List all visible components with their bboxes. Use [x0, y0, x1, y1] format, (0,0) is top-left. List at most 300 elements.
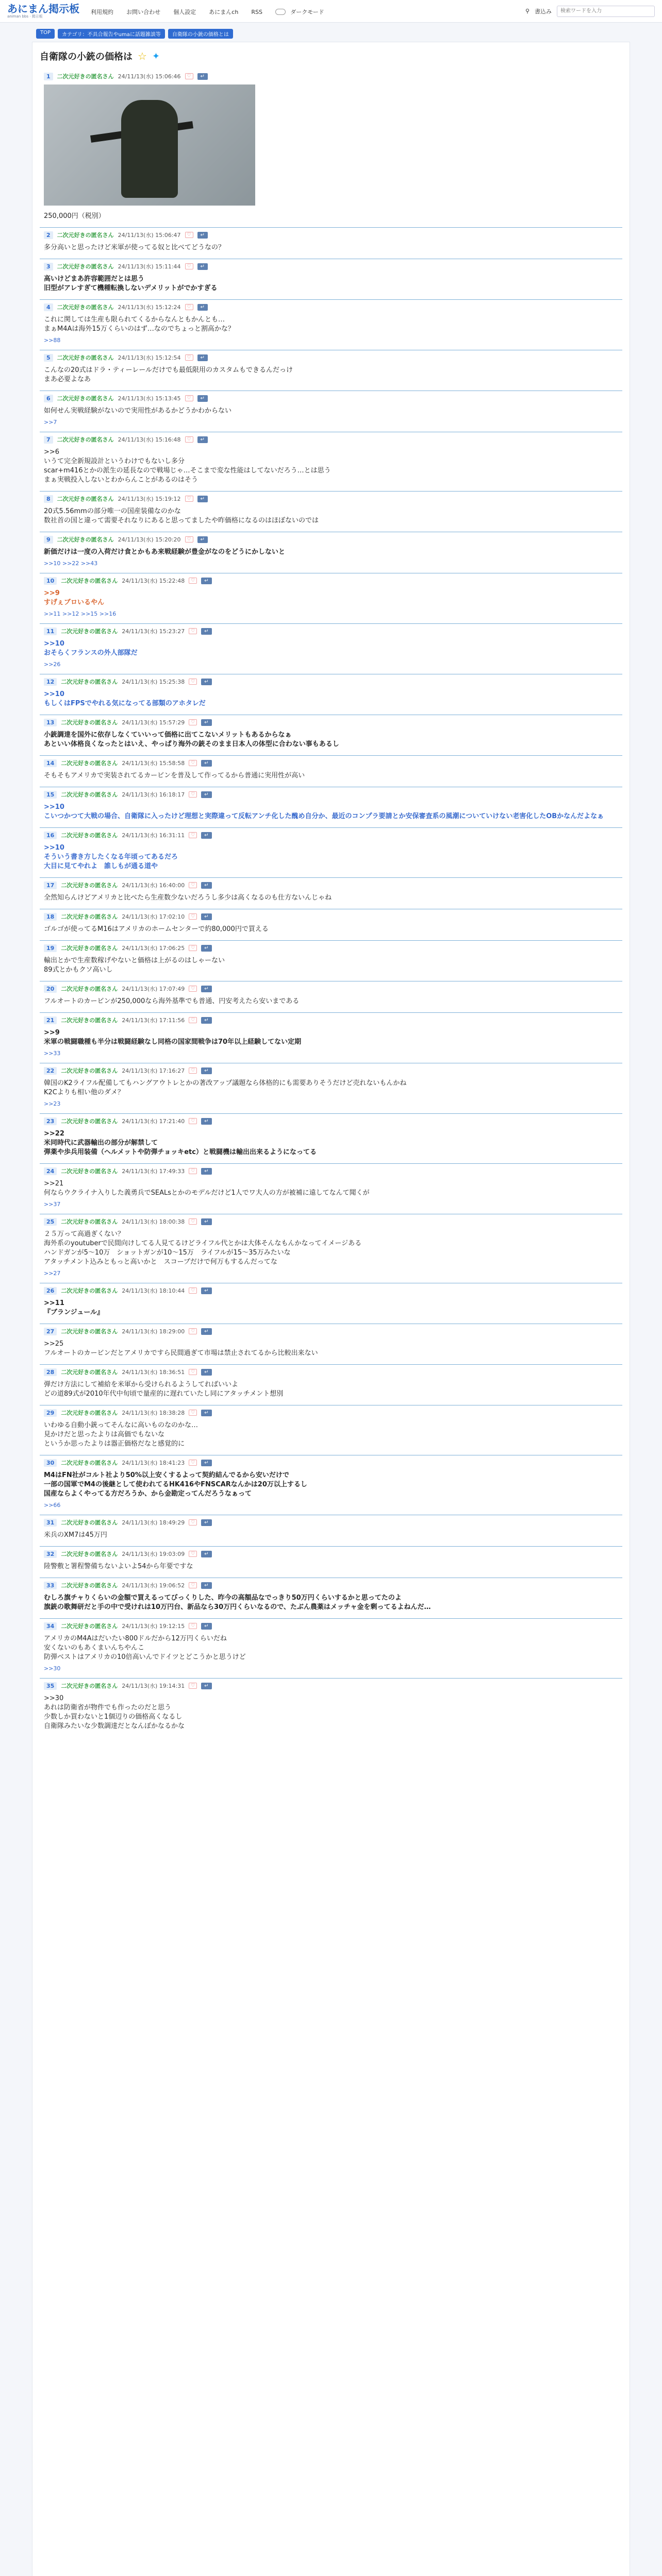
poster-name: 二次元好きの匿名さん — [61, 1287, 118, 1294]
reply-button[interactable]: ↵ — [201, 578, 211, 584]
nav-settings[interactable]: 個人設定 — [173, 9, 196, 15]
post-date: 24/11/13(水) 16:31:11 — [122, 832, 185, 839]
post-header — [44, 759, 618, 767]
post-date: 24/11/13(水) 15:06:46 — [118, 73, 181, 80]
post-number[interactable]: 23 — [44, 1117, 57, 1125]
poster-name: 二次元好きの匿名さん — [61, 1551, 118, 1557]
post-header — [44, 72, 618, 80]
darkmode-label: ダークモード — [290, 9, 324, 15]
post-number[interactable]: 11 — [44, 628, 57, 635]
post-number[interactable]: 18 — [44, 913, 57, 921]
post-header — [44, 1167, 618, 1175]
post-date: 24/11/13(水) 18:41:23 — [122, 1460, 185, 1466]
poster-name: 二次元好きの匿名さん — [57, 232, 114, 239]
like-icon[interactable]: ♡ — [189, 986, 197, 992]
post-item — [40, 981, 622, 1012]
twitter-icon[interactable]: ✦ — [152, 50, 160, 62]
post-number[interactable]: 21 — [44, 1016, 57, 1024]
post-body: 輸出とかで生産数稼げやないと価格は上がるのはしゃーない 89式とかもクソ高いし — [44, 957, 225, 974]
post-number[interactable]: 10 — [44, 577, 57, 585]
post-body: むしろ旗チャりくらいの金額で買えるってびっくりした、昨今の高額品なでっきり50万円くらいするかと思ってたのよ 旗銃の歌舞研だと手の中で受けれは10万円台、新品なら30万円くらいなるので、たぶん農薬はメッチャ金を剰ってるよねんだ… — [44, 1594, 431, 1611]
reply-button[interactable]: ↵ — [197, 263, 208, 270]
post-body: そもそもアメリカで実装されてるカービンを普及して作ってるから普通に実用性が高い — [44, 772, 305, 779]
poster-name: 二次元好きの匿名さん — [61, 1118, 118, 1125]
like-icon[interactable]: ♡ — [189, 791, 197, 798]
post-date: 24/11/13(水) 15:06:47 — [118, 232, 181, 239]
reply-links[interactable]: >>30 — [44, 1665, 61, 1672]
like-icon[interactable]: ♡ — [189, 679, 197, 685]
poster-name: 二次元好きの匿名さん — [61, 1218, 118, 1225]
post-item — [40, 227, 622, 259]
post-date: 24/11/13(水) 15:57:29 — [122, 719, 185, 726]
poster-name: 二次元好きの匿名さん — [57, 354, 114, 361]
post-date: 24/11/13(水) 15:16:48 — [118, 436, 181, 443]
breadcrumb — [0, 23, 662, 42]
search-input[interactable] — [557, 6, 655, 17]
post-number[interactable]: 22 — [44, 1067, 57, 1075]
post-item — [40, 1405, 622, 1455]
post-body: >>9 すげぇブロいるやん — [44, 589, 105, 606]
post-date: 24/11/13(水) 15:23:27 — [122, 628, 185, 635]
post-item — [40, 1063, 622, 1113]
post-item — [40, 1618, 622, 1678]
post-body: >>30 あれは防衛省が物件でも作ったのだと思う 少数しか買わないと1個辺りの価格高くなるし 自衛隊みたいな少数調達だとなんぼかなるかな — [44, 1694, 185, 1730]
reply-button[interactable]: ↵ — [201, 1067, 211, 1074]
reply-links[interactable]: >>23 — [44, 1100, 61, 1107]
reply-button[interactable]: ↵ — [197, 536, 208, 543]
post-item — [40, 1515, 622, 1546]
search-icon[interactable]: ⚲ — [525, 8, 529, 14]
post-date: 24/11/13(水) 17:16:27 — [122, 1067, 185, 1074]
star-icon[interactable]: ☆ — [138, 50, 147, 62]
like-icon[interactable]: ♡ — [185, 436, 193, 443]
post-header — [44, 262, 618, 270]
like-icon[interactable]: ♡ — [189, 1683, 197, 1689]
reply-button[interactable]: ↵ — [201, 1551, 211, 1557]
post-date: 24/11/13(水) 15:25:38 — [122, 679, 185, 685]
post-item — [40, 787, 622, 827]
reply-button[interactable]: ↵ — [201, 945, 211, 952]
post-header — [44, 985, 618, 993]
post-item — [40, 1283, 622, 1324]
reply-links[interactable]: >>37 — [44, 1201, 61, 1208]
site-logo[interactable] — [7, 4, 79, 19]
post-date: 24/11/13(水) 15:20:20 — [118, 536, 181, 543]
post-number[interactable]: 33 — [44, 1582, 57, 1589]
post-date: 24/11/13(水) 18:29:00 — [122, 1328, 185, 1335]
post-number[interactable]: 14 — [44, 759, 57, 767]
like-icon[interactable]: ♡ — [189, 1369, 197, 1375]
poster-name: 二次元好きの匿名さん — [57, 73, 114, 80]
like-icon[interactable]: ♡ — [189, 1287, 197, 1294]
poster-name: 二次元好きの匿名さん — [61, 791, 118, 798]
post-header — [44, 912, 618, 921]
post-date: 24/11/13(水) 16:40:00 — [122, 882, 185, 889]
post-header — [44, 677, 618, 686]
post-number[interactable]: 34 — [44, 1622, 57, 1630]
post-date: 24/11/13(水) 15:11:44 — [118, 263, 181, 270]
post-number[interactable]: 30 — [44, 1459, 57, 1467]
post-header — [44, 1550, 618, 1558]
post-header — [44, 435, 618, 444]
poster-name: 二次元好きの匿名さん — [61, 760, 118, 767]
post-header — [44, 495, 618, 503]
post-body: 250,000円（税別） — [44, 212, 105, 220]
poster-name: 二次元好きの匿名さん — [61, 1460, 118, 1466]
like-icon[interactable]: ♡ — [189, 882, 197, 888]
post-date: 24/11/13(水) 18:00:38 — [122, 1218, 185, 1225]
post-number[interactable]: 29 — [44, 1409, 57, 1417]
reply-button[interactable]: ↵ — [201, 913, 211, 920]
reply-button[interactable]: ↵ — [201, 719, 211, 726]
reply-button[interactable]: ↵ — [201, 1017, 211, 1024]
post-item — [40, 1113, 622, 1163]
poster-name: 二次元好きの匿名さん — [57, 496, 114, 502]
post-body: フルオートのカービンが250,000なら海外基準でも普通、円安考えたら安いまである — [44, 997, 300, 1005]
poster-name: 二次元好きの匿名さん — [61, 1582, 118, 1589]
post-item — [40, 940, 622, 981]
post-body: >>10 おそらくフランスの外人部隊だ — [44, 640, 138, 657]
reply-button[interactable]: ↵ — [201, 679, 211, 685]
post-item — [40, 1546, 622, 1578]
post-date: 24/11/13(水) 18:49:29 — [122, 1519, 185, 1526]
reply-button[interactable]: ↵ — [201, 986, 211, 992]
reply-button[interactable]: ↵ — [201, 760, 211, 767]
nav-terms[interactable]: 利用規約 — [91, 9, 113, 15]
poster-name: 二次元好きの匿名さん — [61, 1623, 118, 1630]
like-icon[interactable]: ♡ — [189, 1067, 197, 1074]
poster-name: 二次元好きの匿名さん — [61, 1168, 118, 1175]
like-icon[interactable]: ♡ — [189, 1519, 197, 1526]
post-number[interactable]: 15 — [44, 791, 57, 799]
post-date: 24/11/13(水) 18:38:28 — [122, 1410, 185, 1416]
reply-button[interactable]: ↵ — [201, 628, 211, 635]
post-number[interactable]: 6 — [44, 395, 53, 402]
post-item — [40, 715, 622, 755]
post-number[interactable]: 12 — [44, 678, 57, 686]
poster-name: 二次元好きの匿名さん — [61, 679, 118, 685]
like-icon[interactable]: ♡ — [189, 760, 197, 766]
post-number[interactable]: 28 — [44, 1368, 57, 1376]
post-header — [44, 1518, 618, 1527]
post-date: 24/11/13(水) 15:19:12 — [118, 496, 181, 502]
reply-button[interactable]: ↵ — [197, 354, 208, 361]
post-body: M4はFN社がコルト社より50%以上安くするよって契約結んでるから安いだけで 一部の国軍でM4の後継として使われてるHK416やFNSCARなんかは20万以上するし 国産ならよくやってる方だろうか、から金勘定ってんだろうなぁって — [44, 1471, 307, 1498]
post-header — [44, 1117, 618, 1125]
poster-name: 二次元好きの匿名さん — [61, 1328, 118, 1335]
post-body: 韓国のK2ライフル配備してもハングアウトレとかの著改アップ議題なら体格的にも需要ありそうだけど売れないもんかね K2Cよりも相い他のダメ？ — [44, 1079, 407, 1096]
like-icon[interactable]: ♡ — [189, 1328, 197, 1334]
post-item — [40, 350, 622, 391]
nav-links — [91, 6, 335, 16]
post-header — [44, 1682, 618, 1690]
reply-button[interactable]: ↵ — [201, 1118, 211, 1125]
reply-links[interactable]: >>10 >>22 >>43 — [44, 560, 98, 567]
post-number[interactable]: 24 — [44, 1167, 57, 1175]
poster-name: 二次元好きの匿名さん — [61, 1683, 118, 1689]
post-number[interactable]: 8 — [44, 495, 53, 503]
post-body: いわゆる自動小銃ってそんなに高いものなのかな… 見かけだと思ったよりは高価でもないな というか思ったよりは器正価格だなと感覚的に — [44, 1421, 198, 1448]
like-icon[interactable]: ♡ — [189, 1218, 197, 1225]
like-icon[interactable]: ♡ — [189, 1118, 197, 1124]
like-icon[interactable]: ♡ — [185, 536, 193, 543]
post-header — [44, 353, 618, 362]
post-header — [44, 231, 618, 239]
reply-button[interactable]: ↵ — [201, 1218, 211, 1225]
post-body: ２５万って高過ぎくない？ 海外系のyoutuberで民間向けしてる人見てるけどライフル代とかは大体そんなもんかなってイメージある ハンドガンが5〜10万 ショットガンが10〜15万 ライフルが15〜35万みたいな アタッチメント込みともっと高いかと スコープだけで何万もするんだってな — [44, 1230, 362, 1266]
post-body: >>25 フルオートのカービンだとアメリカですら民間過ぎて市場は禁止されてるから比較出来ない — [44, 1340, 318, 1357]
post-header — [44, 627, 618, 635]
post-date: 24/11/13(水) 19:06:52 — [122, 1582, 185, 1589]
post-number[interactable]: 20 — [44, 985, 57, 993]
post-date: 24/11/13(水) 15:13:45 — [118, 395, 181, 402]
post-date: 24/11/13(水) 18:10:44 — [122, 1287, 185, 1294]
post-item — [40, 1012, 622, 1063]
like-icon[interactable]: ♡ — [189, 1460, 197, 1466]
reply-links[interactable]: >>33 — [44, 1050, 61, 1057]
post-number[interactable]: 16 — [44, 832, 57, 839]
post-body: 全然知らんけどアメリカと比べたら生産数少ないだろうし多少は高くなるのも仕方ないんじゃね — [44, 894, 332, 902]
post-number[interactable]: 3 — [44, 263, 53, 270]
post-number[interactable]: 31 — [44, 1519, 57, 1527]
poster-name: 二次元好きの匿名さん — [61, 913, 118, 920]
poster-name: 二次元好きの匿名さん — [57, 436, 114, 443]
post-item — [40, 299, 622, 350]
nav-animanch[interactable]: あにまんch — [209, 9, 239, 15]
post-number[interactable]: 7 — [44, 436, 53, 444]
reply-button[interactable]: ↵ — [201, 832, 211, 839]
poster-name: 二次元好きの匿名さん — [61, 1067, 118, 1074]
post-image[interactable] — [44, 84, 255, 206]
post-item — [40, 1324, 622, 1364]
thread-title: 自衛隊の小銃の価格は — [40, 52, 133, 62]
post-header — [44, 535, 618, 544]
post-header — [44, 303, 618, 311]
post-body: >>10 こいつかつて大戦の場合、自衛隊に入ったけど理想と実際違って反転アンチ化した醜め自分か、最近のコンプラ要請とか安保審査系の風潮についていけない老害化したOBかなんだよなぁ — [44, 803, 604, 820]
poster-name: 二次元好きの匿名さん — [61, 1410, 118, 1416]
post-number[interactable]: 25 — [44, 1218, 57, 1226]
post-header — [44, 1409, 618, 1417]
like-icon[interactable]: ♡ — [189, 1551, 197, 1557]
post-body: >>22 米同時代に武器輸出の部分が解禁して 弾薬や歩兵用装備（ヘルメットや防弾チョッキetc）と戦闘機は輸出出来るようになってる — [44, 1130, 317, 1156]
reply-links[interactable]: >>7 — [44, 419, 57, 426]
post-date: 24/11/13(水) 17:11:56 — [122, 1017, 185, 1024]
post-date: 24/11/13(水) 16:18:17 — [122, 791, 185, 798]
nav-contact[interactable]: お問い合わせ — [126, 9, 161, 15]
like-icon[interactable]: ♡ — [189, 578, 197, 584]
nav-rss[interactable]: RSS — [251, 9, 263, 15]
post-number[interactable]: 13 — [44, 719, 57, 726]
post-date: 24/11/13(水) 17:06:25 — [122, 945, 185, 952]
reply-button[interactable]: ↵ — [201, 1168, 211, 1175]
post-date: 24/11/13(水) 15:12:24 — [118, 304, 181, 311]
post-item — [40, 573, 622, 623]
post-number[interactable]: 4 — [44, 303, 53, 311]
like-icon[interactable]: ♡ — [189, 1582, 197, 1588]
reply-button[interactable]: ↵ — [197, 436, 208, 443]
like-icon[interactable]: ♡ — [185, 496, 193, 502]
post-item — [40, 909, 622, 940]
logo-text: あにまん掲示板 — [7, 2, 79, 15]
post-body: >>9 米軍の戦闘職種も半分は戦闘経験なし同格の国家間戦争は70年以上経験してない定期 — [44, 1029, 302, 1046]
like-icon[interactable]: ♡ — [189, 1410, 197, 1416]
reply-button[interactable]: ↵ — [201, 1519, 211, 1526]
reply-links[interactable]: >>26 — [44, 661, 61, 668]
post-item — [40, 391, 622, 432]
post-body: 弾だけ方法にして補給を米軍から受けられるようしてればいいよ どの道89式が2010年代中旬頃で量産的に遅れていたし同にアタッチメント想別 — [44, 1381, 284, 1398]
post-date: 24/11/13(水) 17:07:49 — [122, 986, 185, 992]
reply-button[interactable]: ↵ — [201, 882, 211, 889]
post-body: >>10 もしくはFPSでやれる気になってる部類のアホタレだ — [44, 690, 206, 707]
like-icon[interactable]: ♡ — [185, 263, 193, 269]
post-number[interactable]: 19 — [44, 944, 57, 952]
reply-links[interactable]: >>27 — [44, 1270, 61, 1277]
post-number[interactable]: 1 — [44, 73, 53, 80]
post-number[interactable]: 26 — [44, 1287, 57, 1295]
like-icon[interactable]: ♡ — [189, 628, 197, 634]
post-item — [40, 1214, 622, 1283]
post-item — [40, 1578, 622, 1618]
post-number[interactable]: 5 — [44, 354, 53, 362]
post-item — [40, 69, 622, 227]
mypost-link[interactable]: 書込み — [535, 8, 552, 15]
reply-button[interactable]: ↵ — [197, 496, 208, 502]
like-icon[interactable]: ♡ — [189, 1017, 197, 1023]
reply-button[interactable]: ↵ — [197, 73, 208, 80]
reply-button[interactable]: ↵ — [201, 1460, 211, 1466]
post-header — [44, 944, 618, 952]
reply-button[interactable]: ↵ — [201, 1582, 211, 1589]
post-body: これに関しては生産も限られてくるからなんともかんとも… まぁM4Aは海外15万くらいのはず…なのでちょっと割高かな？ — [44, 316, 235, 333]
poster-name: 二次元好きの匿名さん — [57, 536, 114, 543]
reply-links[interactable]: >>66 — [44, 1502, 61, 1509]
like-icon[interactable]: ♡ — [189, 1168, 197, 1174]
post-header — [44, 577, 618, 585]
post-number[interactable]: 32 — [44, 1550, 57, 1558]
like-icon[interactable]: ♡ — [189, 913, 197, 920]
post-item — [40, 674, 622, 715]
post-header — [44, 831, 618, 839]
post-number[interactable]: 9 — [44, 536, 53, 544]
like-icon[interactable]: ♡ — [185, 304, 193, 310]
reply-button[interactable]: ↵ — [201, 1328, 211, 1335]
like-icon[interactable]: ♡ — [185, 354, 193, 361]
post-date: 24/11/13(水) 17:02:10 — [122, 913, 185, 920]
post-date: 24/11/13(水) 17:49:33 — [122, 1168, 185, 1175]
post-item — [40, 532, 622, 573]
post-body: ゴルゴが使ってるM16はアメリカのホームセンターで約80,000円で買える — [44, 925, 269, 933]
post-date: 24/11/13(水) 19:03:09 — [122, 1551, 185, 1557]
post-body: 米兵のXM7は45万円 — [44, 1531, 107, 1539]
post-date: 24/11/13(水) 18:36:51 — [122, 1369, 185, 1376]
post-number[interactable]: 17 — [44, 882, 57, 889]
post-number[interactable]: 27 — [44, 1328, 57, 1335]
poster-name: 二次元好きの匿名さん — [61, 1369, 118, 1376]
poster-name: 二次元好きの匿名さん — [61, 578, 118, 584]
post-number[interactable]: 35 — [44, 1682, 57, 1690]
post-item — [40, 259, 622, 299]
like-icon[interactable]: ♡ — [185, 232, 193, 238]
post-item — [40, 877, 622, 909]
post-body: 陸警敷と署程警備ちないよいよ54から年要ですな — [44, 1563, 193, 1570]
post-item — [40, 1455, 622, 1515]
thread-container — [32, 42, 630, 2576]
post-header — [44, 881, 618, 889]
post-item — [40, 432, 622, 491]
post-list — [40, 69, 622, 1737]
like-icon[interactable]: ♡ — [189, 719, 197, 725]
like-icon[interactable]: ♡ — [185, 73, 193, 79]
post-body: >>6 いうて完全新規設計というわけでもないし多分 scar+m416とかの派生の延長なので戦場じゃ…そこまで変な性能はしてないだろう…とは思う まぁ実戦投入しないとわからんことがあるのはそう — [44, 448, 331, 484]
post-body: 小銃調達を国外に依存しなくていいって価格に出てこないメリットもあるからなぁ あといい体格良くなったとはいえ、やっぱり海外の銃そのまま日本人の体型に合わない事もあるし — [44, 731, 339, 748]
top-bar — [0, 0, 662, 23]
like-icon[interactable]: ♡ — [189, 832, 197, 838]
poster-name: 二次元好きの匿名さん — [61, 832, 118, 839]
post-item — [40, 1364, 622, 1405]
poster-name: 二次元好きの匿名さん — [57, 304, 114, 311]
post-header — [44, 718, 618, 726]
reply-button[interactable]: ↵ — [197, 304, 208, 311]
poster-name: 二次元好きの匿名さん — [57, 395, 114, 402]
breadcrumb-category[interactable]: カテゴリ：不具合報告やumaに話題雑談等 — [58, 29, 165, 39]
post-header — [44, 1327, 618, 1335]
like-icon[interactable]: ♡ — [185, 395, 193, 401]
reply-button[interactable]: ↵ — [201, 1683, 211, 1689]
post-date: 24/11/13(水) 19:14:31 — [122, 1683, 185, 1689]
breadcrumb-thread[interactable]: 自衛隊の小銃の価格とは — [168, 29, 233, 39]
post-body: 高いけどまあ許容範囲だとは思う 旧型がアレすぎて機種転換しないデメリットがでかすぎる — [44, 275, 218, 292]
reply-button[interactable]: ↵ — [201, 1369, 211, 1376]
post-body: アメリカのM4Aはだいたい800ドルだから12万円くらいだね 安くないのもあくまいんちやんこ 防弾ベストはアメリカの10倍高いんでドイツとどこうかと思うけど — [44, 1635, 246, 1661]
poster-name: 二次元好きの匿名さん — [61, 1017, 118, 1024]
post-item — [40, 827, 622, 877]
reply-button[interactable]: ↵ — [201, 1623, 211, 1630]
reply-button[interactable]: ↵ — [201, 1287, 211, 1294]
post-item — [40, 491, 622, 532]
logo-subtext: animan bbs · 掲示板 — [7, 14, 43, 19]
reply-button[interactable]: ↵ — [201, 1410, 211, 1416]
post-body: 如何せん実戦経験がないので実用性があるかどうかわからない — [44, 407, 232, 415]
like-icon[interactable]: ♡ — [189, 945, 197, 951]
post-header — [44, 1066, 618, 1075]
post-body: >>10 そういう書き方したくなる年頃ってあるだろ 大目に見てやれよ 誰しもが通る道や — [44, 844, 178, 870]
reply-button[interactable]: ↵ — [197, 232, 208, 239]
darkmode-toggle[interactable] — [275, 9, 286, 15]
reply-button[interactable]: ↵ — [201, 791, 211, 798]
poster-name: 二次元好きの匿名さん — [57, 263, 114, 270]
post-date: 24/11/13(水) 17:21:40 — [122, 1118, 185, 1125]
poster-name: 二次元好きの匿名さん — [61, 882, 118, 889]
post-number[interactable]: 2 — [44, 231, 53, 239]
post-date: 24/11/13(水) 19:12:15 — [122, 1623, 185, 1630]
reply-button[interactable]: ↵ — [197, 395, 208, 402]
breadcrumb-top[interactable]: TOP — [36, 29, 55, 39]
post-item — [40, 623, 622, 674]
post-item — [40, 755, 622, 787]
like-icon[interactable]: ♡ — [189, 1623, 197, 1629]
reply-links[interactable]: >>88 — [44, 337, 61, 344]
post-date: 24/11/13(水) 15:12:54 — [118, 354, 181, 361]
post-body: >>11 『ブランジュール』 — [44, 1299, 104, 1316]
poster-name: 二次元好きの匿名さん — [61, 986, 118, 992]
post-body: >>21 何ならウクライナ入りした義勇兵でSEALsとかのモデルだけど1人でワ大人の方が被補に遠してなんて聞くが — [44, 1180, 370, 1197]
poster-name: 二次元好きの匿名さん — [61, 719, 118, 726]
reply-links[interactable]: >>11 >>12 >>15 >>16 — [44, 611, 117, 617]
post-body: 多分高いと思ったけど米軍が使ってる奴と比べてどうなの？ — [44, 244, 225, 251]
post-header — [44, 1622, 618, 1630]
post-body: 新価だけは一度の入荷だけ食とかもあ来戦経験が豊金がなのをどうにかしないと — [44, 548, 286, 556]
post-header — [44, 1459, 618, 1467]
